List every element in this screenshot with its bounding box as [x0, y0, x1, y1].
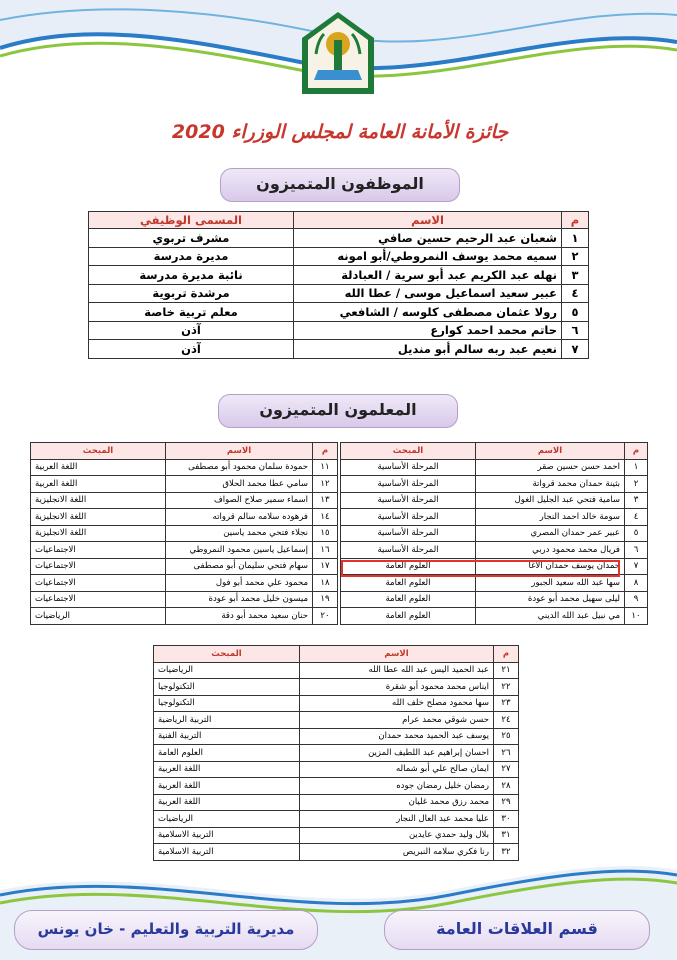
cell-num: ٢١	[494, 662, 519, 679]
cell-subject: العلوم العامة	[341, 558, 476, 575]
cell-name: نهله عبد الكريم عبد أبو سرية / العبادلة	[294, 266, 562, 285]
cell-num: ٤	[562, 284, 589, 303]
cell-num: ١٧	[313, 558, 338, 575]
header-name: الاسم	[300, 646, 494, 663]
header-subject: المبحث	[154, 646, 300, 663]
cell-name: نعيم عبد ربه سالم أبو منديل	[294, 340, 562, 359]
table-row	[31, 459, 338, 476]
cell-name: ايمان صالح علي أبو شماله	[300, 761, 494, 778]
teachers-table-left	[30, 442, 338, 625]
cell-num: ٢٩	[494, 794, 519, 811]
table-row	[89, 284, 589, 303]
cell-name: رنا فكري سلامه النبريص	[300, 844, 494, 861]
cell-title: نائبة مديرة مدرسة	[89, 266, 294, 285]
table-row	[341, 509, 648, 526]
header-title: المسمى الوظيفي	[89, 212, 294, 229]
ministry-logo	[296, 10, 380, 96]
teachers-bottom-header	[154, 646, 519, 663]
cell-subject: اللغة العربية	[31, 459, 166, 476]
cell-name: ايناس محمد محمود أبو شقرة	[300, 679, 494, 696]
cell-subject: اللغة الانجليزية	[31, 525, 166, 542]
cell-subject: العلوم العامة	[154, 745, 300, 762]
header-name: الاسم	[476, 443, 625, 460]
cell-subject: التربية الاسلامية	[154, 844, 300, 861]
cell-name: سهام فتحي سليمان أبو مصطفى	[166, 558, 313, 575]
table-row	[154, 761, 519, 778]
cell-title: مرشدة تربوية	[89, 284, 294, 303]
cell-num: ٢٧	[494, 761, 519, 778]
cell-num: ١٦	[313, 542, 338, 559]
cell-name: بثينة حمدان محمد قرواتة	[476, 476, 625, 493]
table-row	[154, 712, 519, 729]
header-num: م	[625, 443, 648, 460]
cell-name: نجلاء فتحي محمد ياسين	[166, 525, 313, 542]
table-row	[154, 679, 519, 696]
cell-name: احسان إبراهيم عبد اللطيف المزين	[300, 745, 494, 762]
table-row	[154, 794, 519, 811]
table-row	[89, 266, 589, 285]
table-row	[31, 575, 338, 592]
cell-subject: التكنولوجيا	[154, 679, 300, 696]
cell-subject: التربية الفنية	[154, 728, 300, 745]
table-row	[154, 778, 519, 795]
cell-name: إسماعيل ياسين محمود النمروطي	[166, 542, 313, 559]
cell-num: ٧	[625, 558, 648, 575]
cell-num: ٢	[562, 247, 589, 266]
footer-directorate	[14, 910, 318, 950]
table-row	[341, 459, 648, 476]
cell-num: ٣٠	[494, 811, 519, 828]
cell-subject: الرياضيات	[31, 608, 166, 625]
cell-num: ٢٢	[494, 679, 519, 696]
table-row	[154, 745, 519, 762]
cell-num: ١١	[313, 459, 338, 476]
cell-name: عبد الحميد اليس عبد الله عطا الله	[300, 662, 494, 679]
cell-name: سومة خالد احمد النجار	[476, 509, 625, 526]
header-num: م	[494, 646, 519, 663]
cell-subject: اللغة العربية	[154, 794, 300, 811]
cell-name: رولا عثمان مصطفى كلوسه / الشافعي	[294, 303, 562, 322]
cell-num: ٥	[562, 303, 589, 322]
cell-subject: اللغة العربية	[154, 778, 300, 795]
table-row	[31, 509, 338, 526]
cell-name: حاتم محمد احمد كوارع	[294, 321, 562, 340]
cell-num: ١٥	[313, 525, 338, 542]
cell-num: ٥	[625, 525, 648, 542]
cell-num: ١٨	[313, 575, 338, 592]
cell-num: ٣٢	[494, 844, 519, 861]
cell-subject: اللغة الانجليزية	[31, 492, 166, 509]
cell-name: محمود علي محمد أبو فول	[166, 575, 313, 592]
table-row	[341, 492, 648, 509]
table-row	[31, 591, 338, 608]
header-name: الاسم	[294, 212, 562, 229]
table-row	[154, 728, 519, 745]
cell-name: سامي عطا محمد الحلاق	[166, 476, 313, 493]
cell-title: مديرة مدرسة	[89, 247, 294, 266]
header-name: الاسم	[166, 443, 313, 460]
cell-num: ١	[625, 459, 648, 476]
table-row	[341, 476, 648, 493]
cell-name: ميسون خليل محمد أبو عودة	[166, 591, 313, 608]
teachers-table-bottom	[153, 645, 519, 861]
cell-title: مشرف تربوي	[89, 229, 294, 248]
table-row	[341, 608, 648, 625]
cell-name: حسن شوقي محمد عرام	[300, 712, 494, 729]
cell-num: ٩	[625, 591, 648, 608]
cell-name: سها محمود مصلح خلف الله	[300, 695, 494, 712]
cell-subject: الاجتماعيات	[31, 575, 166, 592]
cell-subject: التربية الاسلامية	[154, 827, 300, 844]
cell-subject: المرحلة الأساسية	[341, 459, 476, 476]
cell-name: شعبان عبد الرحيم حسين صافي	[294, 229, 562, 248]
teachers-section-title	[218, 394, 458, 428]
employees-table	[88, 211, 589, 359]
cell-num: ١٢	[313, 476, 338, 493]
cell-subject: المرحلة الأساسية	[341, 476, 476, 493]
table-row	[154, 695, 519, 712]
cell-name: فريال محمد محمود دربي	[476, 542, 625, 559]
highlighted-row-marker	[341, 560, 620, 577]
cell-subject: الاجتماعيات	[31, 558, 166, 575]
cell-name: فرهوده سلامه سالم قرواته	[166, 509, 313, 526]
cell-num: ٣	[625, 492, 648, 509]
cell-num: ١٩	[313, 591, 338, 608]
cell-name: يوسف عبد الحميد محمد حمدان	[300, 728, 494, 745]
cell-name: حمدان يوسف حمدان الأغا	[476, 558, 625, 575]
cell-name: مي نبيل عبد الله الديني	[476, 608, 625, 625]
footer-right-text: قسم العلاقات العامة	[436, 919, 598, 938]
cell-name: عبير سعيد اسماعيل موسى / عطا الله	[294, 284, 562, 303]
cell-subject: اللغة العربية	[31, 476, 166, 493]
table-row	[154, 811, 519, 828]
cell-subject: العلوم العامة	[341, 575, 476, 592]
cell-name: محمد رزق محمد غليان	[300, 794, 494, 811]
cell-num: ٢٦	[494, 745, 519, 762]
teachers-table-right	[340, 442, 648, 625]
cell-subject: الاجتماعيات	[31, 591, 166, 608]
cell-name: سامية فتحي عبد الجليل الغول	[476, 492, 625, 509]
table-row	[31, 542, 338, 559]
cell-num: ٦	[625, 542, 648, 559]
header-subject: المبحث	[341, 443, 476, 460]
cell-subject: العلوم العامة	[341, 608, 476, 625]
table-row	[341, 542, 648, 559]
table-row	[89, 229, 589, 248]
cell-num: ٢٥	[494, 728, 519, 745]
table-row	[89, 247, 589, 266]
cell-name: سميه محمد يوسف النمروطي/أبو امونه	[294, 247, 562, 266]
table-row	[89, 303, 589, 322]
table-row	[31, 476, 338, 493]
cell-num: ٣	[562, 266, 589, 285]
table-row	[31, 558, 338, 575]
table-row	[154, 827, 519, 844]
cell-title: آذن	[89, 321, 294, 340]
table-row	[154, 662, 519, 679]
table-row	[341, 525, 648, 542]
employees-table-header	[89, 212, 589, 229]
cell-subject: التربية الرياضية	[154, 712, 300, 729]
header-num: م	[562, 212, 589, 229]
cell-subject: المرحلة الأساسية	[341, 492, 476, 509]
table-row	[341, 591, 648, 608]
header-subject: المبحث	[31, 443, 166, 460]
header-num: م	[313, 443, 338, 460]
cell-num: ٢	[625, 476, 648, 493]
cell-subject: العلوم العامة	[341, 591, 476, 608]
cell-num: ٣١	[494, 827, 519, 844]
footer-left-text: مديرية التربية والتعليم - خان يونس	[37, 920, 295, 938]
cell-name: حنان سعيد محمد أبو دقة	[166, 608, 313, 625]
cell-title: معلم تربية خاصة	[89, 303, 294, 322]
cell-name: ليلى سهيل محمد أبو عودة	[476, 591, 625, 608]
cell-num: ٢٣	[494, 695, 519, 712]
footer-public-relations	[384, 910, 650, 950]
cell-name: احمد حسن حسين صقر	[476, 459, 625, 476]
table-row	[154, 844, 519, 861]
cell-subject: اللغة العربية	[154, 761, 300, 778]
award-title: جائزة الأمانة العامة لمجلس الوزراء 2020	[171, 121, 509, 143]
cell-subject: التكنولوجيا	[154, 695, 300, 712]
cell-num: ٢٠	[313, 608, 338, 625]
cell-name: رمضان خليل رمضان جوده	[300, 778, 494, 795]
cell-num: ٨	[625, 575, 648, 592]
cell-num: ١٠	[625, 608, 648, 625]
cell-num: ٤	[625, 509, 648, 526]
teachers-left-header	[31, 443, 338, 460]
cell-name: عليا محمد عبد العال النجار	[300, 811, 494, 828]
cell-num: ٦	[562, 321, 589, 340]
table-row	[31, 608, 338, 625]
cell-subject: المرحلة الأساسية	[341, 542, 476, 559]
cell-num: ٢٨	[494, 778, 519, 795]
table-row	[89, 340, 589, 359]
cell-num: ١٣	[313, 492, 338, 509]
cell-name: سها عبد الله سعيد الجبور	[476, 575, 625, 592]
teachers-right-header	[341, 443, 648, 460]
employees-section-title-text: الموظفون المتميزون	[256, 174, 424, 193]
cell-name: عبير عمر حمدان المصري	[476, 525, 625, 542]
cell-subject: الاجتماعيات	[31, 542, 166, 559]
cell-num: ١	[562, 229, 589, 248]
cell-name: اسماء سمير صلاح الصواف	[166, 492, 313, 509]
cell-name: حمودة سلمان محمود أبو مصطفى	[166, 459, 313, 476]
table-row	[31, 525, 338, 542]
cell-subject: المرحلة الأساسية	[341, 509, 476, 526]
cell-subject: الرياضيات	[154, 811, 300, 828]
cell-subject: المرحلة الأساسية	[341, 525, 476, 542]
cell-num: ٢٤	[494, 712, 519, 729]
teachers-section-title-text: المعلمون المتميزون	[259, 400, 417, 419]
cell-subject: اللغة الانجليزية	[31, 509, 166, 526]
table-row	[89, 321, 589, 340]
cell-num: ١٤	[313, 509, 338, 526]
employees-section-title	[220, 168, 460, 202]
table-row	[31, 492, 338, 509]
cell-subject: الرياضيات	[154, 662, 300, 679]
cell-title: آذن	[89, 340, 294, 359]
cell-name: بلال وليد حمدي عايدين	[300, 827, 494, 844]
cell-num: ٧	[562, 340, 589, 359]
